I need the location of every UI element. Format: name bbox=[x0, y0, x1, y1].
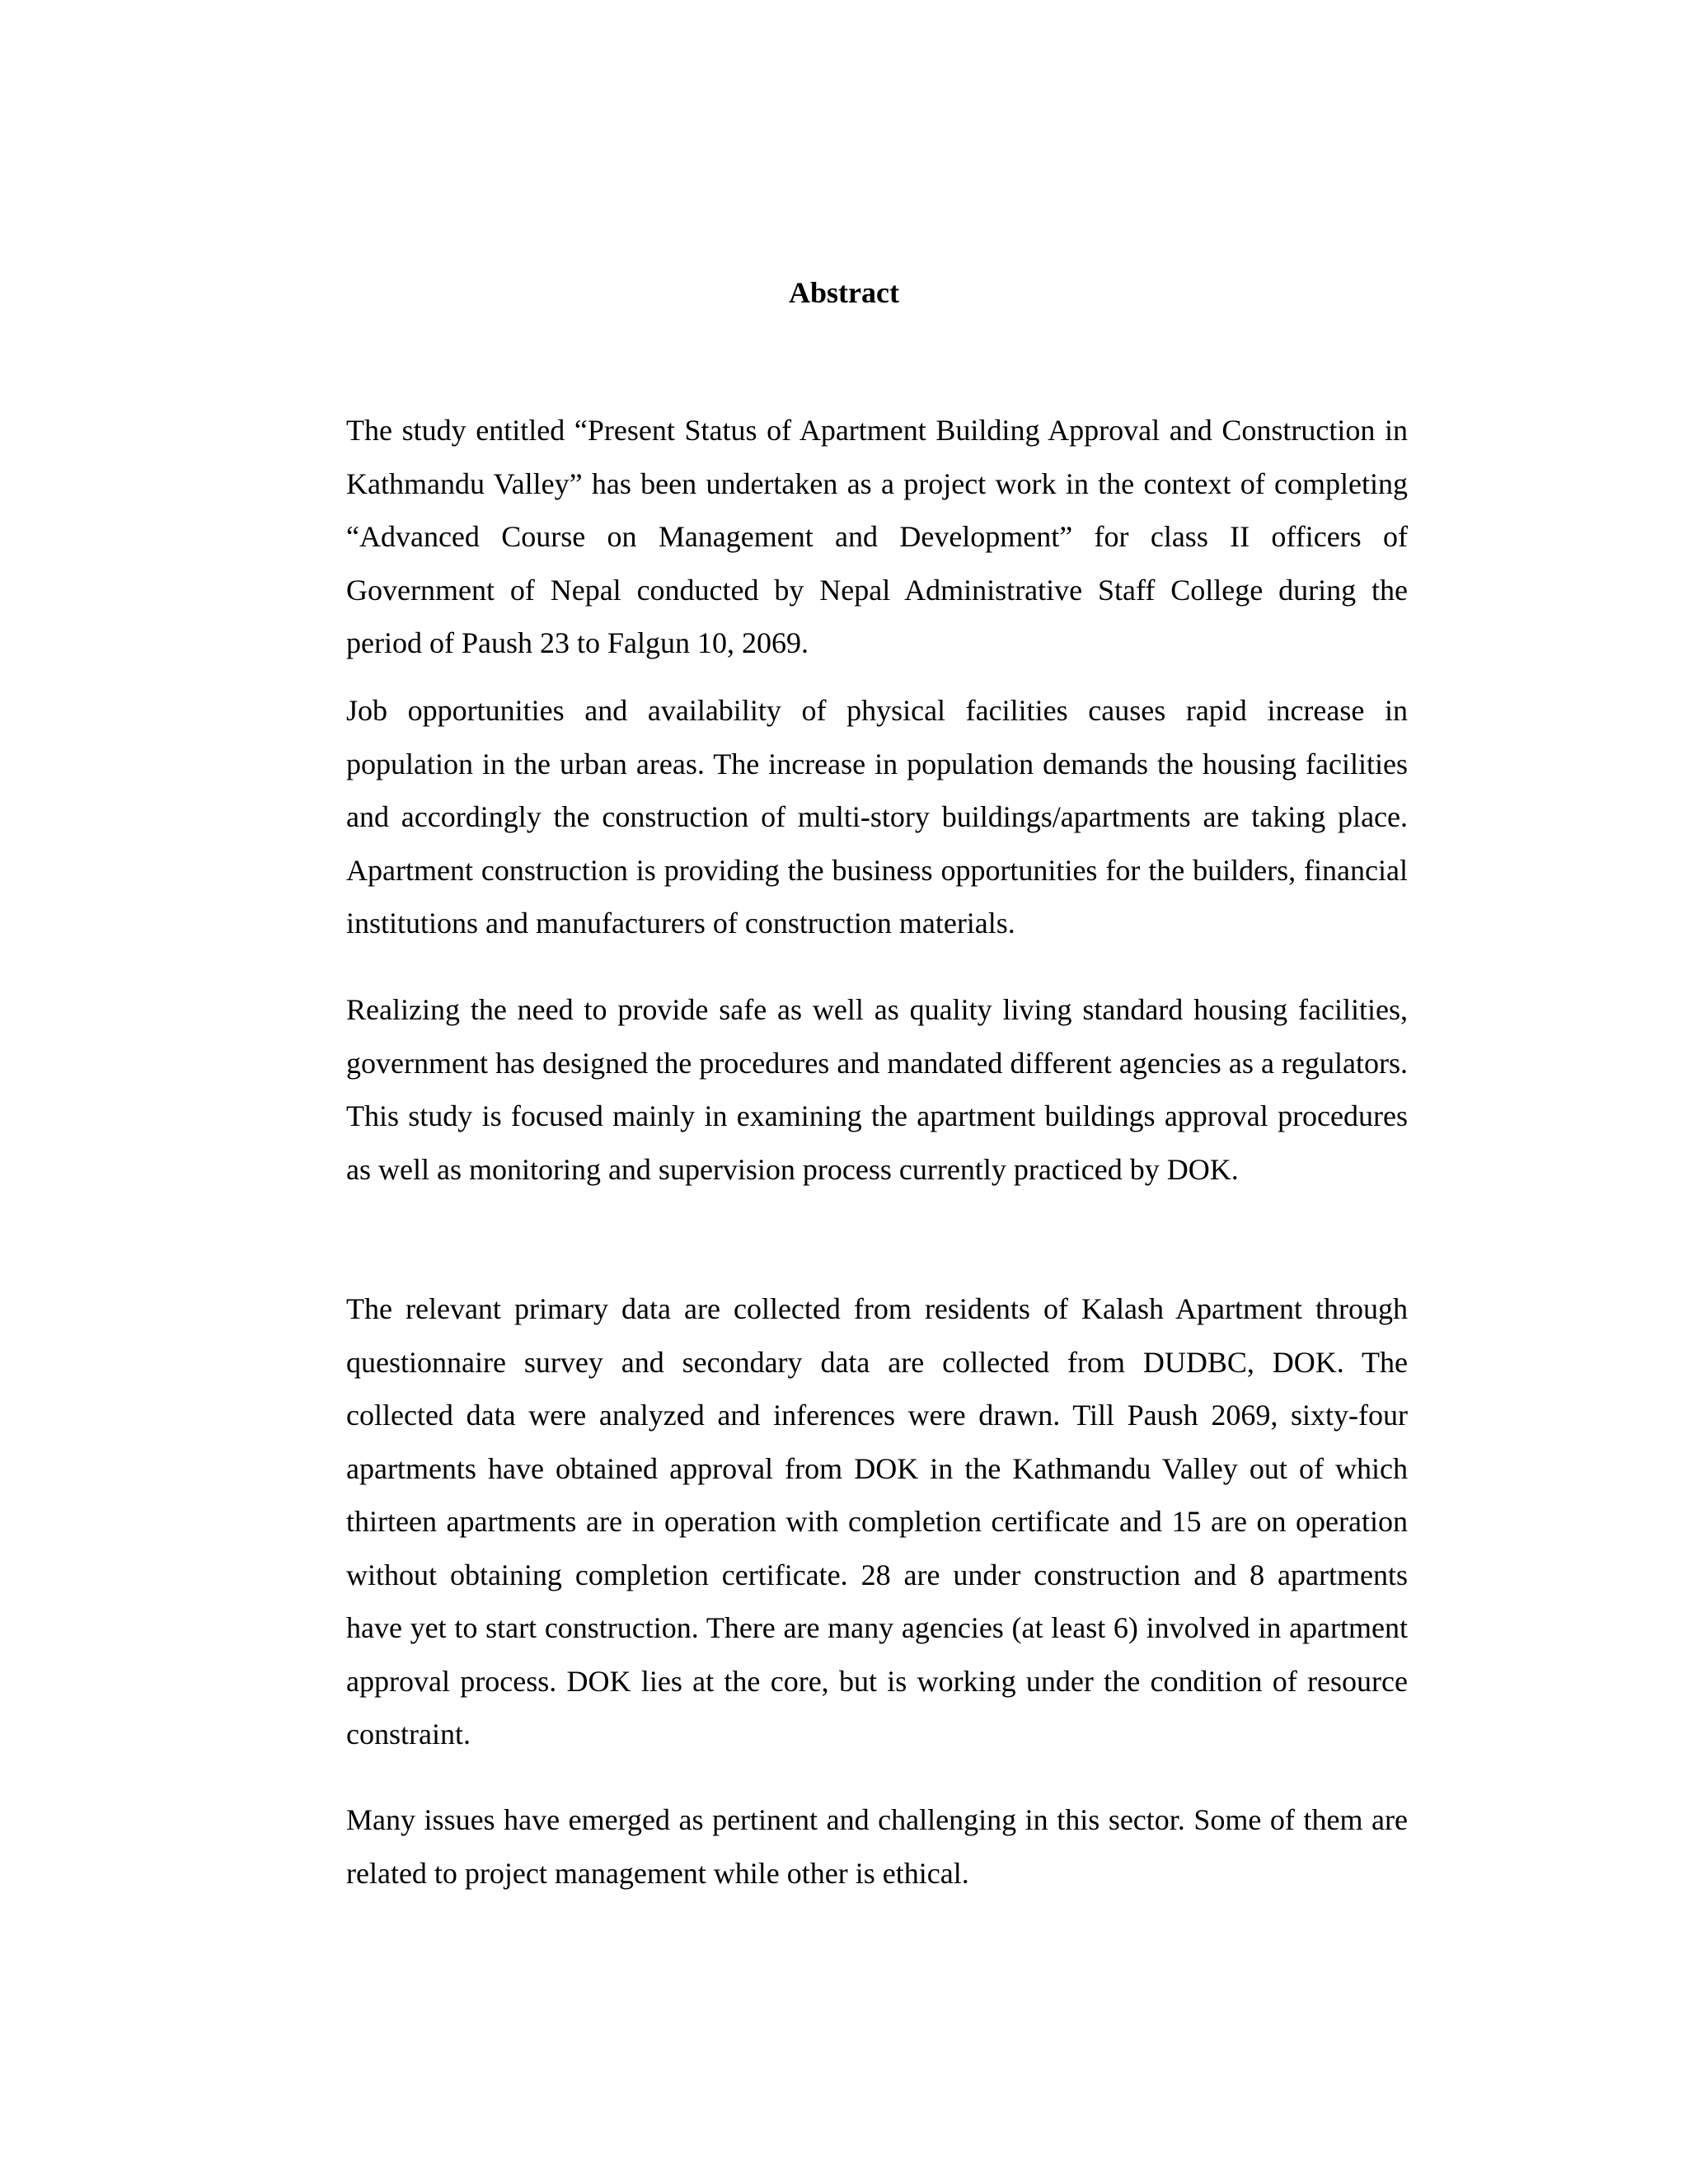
abstract-paragraph-urban-growth: Job opportunities and availability of physical facilities causes rapid increase in population in the urban areas. The increase in population demands the housing facilities and accordingly the construction of multi-story buildings/apartments are taking place. Apartment construction is providing the business opportunities for the builders, financial institutions and manufacturers of construction materials. bbox=[346, 694, 1408, 940]
abstract-paragraph-regulation: Realizing the need to provide safe as well as quality living standard housing facilities, government has designed the procedures and mandated different agencies as a regulators. This study is focused mainly in examining the apartment buildings approval procedures as well as monitoring and supervision process currently practiced by DOK. bbox=[346, 993, 1408, 1186]
abstract-paragraph-issues: Many issues have emerged as pertinent and challenging in this sector. Some of them are related to project management while other is ethical. bbox=[346, 1803, 1408, 1890]
abstract-paragraph-data-findings: The relevant primary data are collected from residents of Kalash Apartment through questionnaire survey and secondary data are collected from DUDBC, DOK. The collected data were analyzed and inferences were drawn. Till Paush 2069, sixty-four apartments have obtained approval from DOK in the Kathmandu Valley out of which thirteen apartments are in operation with completion certificate and 15 are on operation without obtaining completion certificate. 28 are under construction and 8 apartments have yet to start construction. There are many agencies (at least 6) involved in apartment approval process. DOK lies at the core, but is working under the condition of resource constraint. bbox=[346, 1292, 1408, 1750]
page-title: Abstract bbox=[789, 276, 899, 309]
abstract-paragraph-study-overview: The study entitled “Present Status of Apartment Building Approval and Construction in Kathmandu Valley” has been undertaken as a project work in the context of completing “Advanced Course on Management and Development” for class II officers of Government of Nepal conducted by Nepal Administrative Staff College during the period of Paush 23 to Falgun 10, 2069. bbox=[346, 414, 1408, 659]
